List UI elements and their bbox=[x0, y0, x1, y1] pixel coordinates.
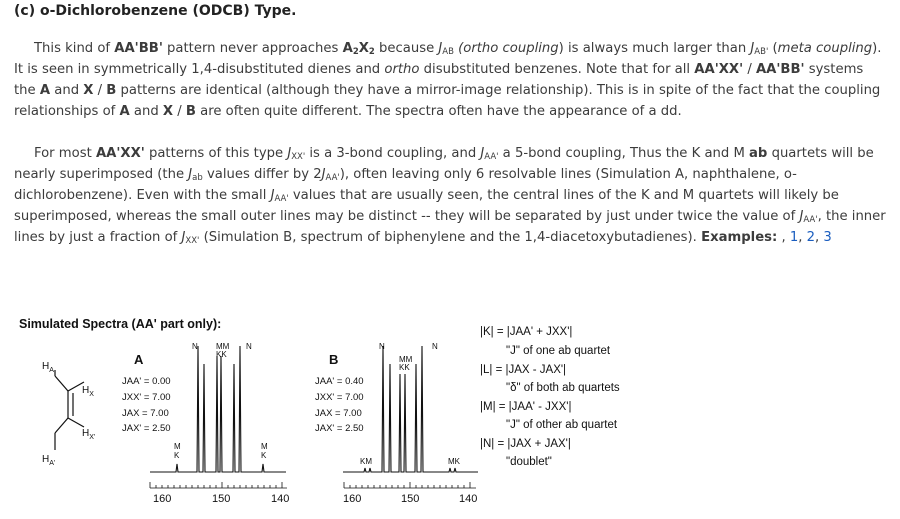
peak-label: M bbox=[174, 442, 181, 451]
text-run: AA' bbox=[325, 173, 340, 183]
simulated-spectra-figure bbox=[0, 300, 900, 519]
hx-label: $H_X$ bbox=[82, 385, 94, 398]
text-run: For most bbox=[34, 146, 96, 161]
text-run: / bbox=[173, 104, 186, 119]
example-link[interactable]: 2 bbox=[806, 230, 816, 245]
peak-label: K bbox=[261, 451, 267, 460]
text-run: X bbox=[358, 41, 369, 56]
text-run: ab bbox=[192, 173, 203, 183]
text-run: J bbox=[287, 146, 292, 161]
text-run: This kind of bbox=[34, 41, 115, 56]
text-run: J bbox=[438, 41, 443, 56]
section-heading: (c) o-Dichlorobenzene (ODCB) Type. bbox=[14, 3, 297, 19]
text-run bbox=[291, 146, 305, 161]
text-run: , bbox=[815, 230, 824, 245]
legend-equation: |L| = |JAX - JAX'| bbox=[480, 364, 567, 376]
text-run bbox=[754, 41, 768, 56]
spectrum-a-label: A bbox=[134, 352, 144, 367]
spectrum-b-peak-labels bbox=[360, 342, 461, 466]
coupling-legend bbox=[480, 326, 620, 468]
spectrum-a-param: JXX' = 7.00 bbox=[122, 392, 171, 403]
text-run: J bbox=[480, 146, 485, 161]
spectrum-a-param: JAX = 7.00 bbox=[122, 408, 169, 419]
tick-label: 140 bbox=[459, 493, 478, 505]
text-run: values that are usually seen, the central lines of the K and M quartets will likely be superimposed, whereas the small outer lines may be distinct -- they will be separated by just under twice the value of bbox=[14, 188, 839, 224]
diene-structure bbox=[55, 370, 84, 450]
legend-description: "δ" of both ab quartets bbox=[506, 382, 620, 394]
spectrum-b-param: JXX' = 7.00 bbox=[315, 392, 364, 403]
text-run bbox=[274, 188, 288, 203]
legend-equation: |N| = |JAX + JAX'| bbox=[480, 438, 571, 450]
hx-prime-label: $H_{X'}$ bbox=[82, 428, 96, 441]
peak-label: N bbox=[246, 342, 252, 351]
legend-description: "doublet" bbox=[506, 456, 552, 468]
text-run: B bbox=[106, 83, 117, 98]
text-run: systems the bbox=[14, 62, 864, 98]
text-run: and bbox=[129, 104, 163, 119]
text-run: ), often leaving only 6 resolvable lines (Simulation A, naphthalene, o-dichlorobenzene). Even with the small bbox=[14, 167, 797, 203]
text-run: XX' bbox=[291, 152, 306, 162]
text-run: a 5-bond coupling, Thus the K and M bbox=[498, 146, 750, 161]
text-run: is a 3-bond coupling, and bbox=[305, 146, 481, 161]
text-run: meta coupling bbox=[777, 41, 873, 56]
text-run: disubstituted benzenes. Note that for all bbox=[419, 62, 695, 77]
peak-label: N bbox=[192, 342, 198, 351]
text-run bbox=[803, 209, 817, 224]
text-run bbox=[326, 167, 340, 182]
text-run: , bbox=[777, 230, 790, 245]
tick-label: 150 bbox=[401, 493, 420, 505]
text-run bbox=[192, 167, 203, 182]
text-run: pattern never approaches bbox=[162, 41, 343, 56]
text-run: AA' bbox=[484, 152, 499, 162]
spectrum-a-param: JAA' = 0.00 bbox=[122, 376, 171, 387]
spectrum-a-ticks bbox=[153, 493, 289, 505]
text-run: / bbox=[93, 83, 107, 98]
text-run: Examples: bbox=[701, 230, 778, 245]
peak-label: KK bbox=[216, 350, 227, 359]
text-run: X bbox=[83, 83, 94, 98]
paragraph-1 bbox=[14, 38, 886, 122]
peak-label: M bbox=[261, 442, 268, 451]
ha-label: $H_A$ bbox=[42, 361, 54, 374]
text-run: and bbox=[50, 83, 84, 98]
text-run: AA'BB' bbox=[755, 62, 805, 77]
text-run: XX' bbox=[185, 236, 200, 246]
text-run: AA'XX' bbox=[95, 146, 145, 161]
legend-equation: |M| = |JAA' - JXX'| bbox=[480, 401, 572, 413]
figure-title: Simulated Spectra (AA' part only): bbox=[19, 317, 222, 331]
text-run: , bbox=[798, 230, 807, 245]
tick-label: 160 bbox=[153, 493, 172, 505]
text-run: J bbox=[799, 209, 804, 224]
text-run: A bbox=[39, 83, 51, 98]
text-run: J bbox=[750, 41, 755, 56]
text-run: J bbox=[188, 167, 193, 182]
text-run: ( bbox=[453, 41, 464, 56]
spectrum-b-ticks bbox=[343, 493, 477, 505]
example-link[interactable]: 1 bbox=[789, 230, 799, 245]
text-run: because bbox=[374, 41, 439, 56]
text-run: (Simulation B, spectrum of biphenylene and the 1,4-diacetoxybutadienes). bbox=[199, 230, 702, 245]
text-run: patterns of this type bbox=[144, 146, 288, 161]
paragraph-1-body bbox=[14, 41, 881, 119]
text-run: , the inner lines by just a fraction of bbox=[14, 209, 886, 245]
text-run: AA' bbox=[274, 194, 289, 204]
spectrum-b-parameters bbox=[315, 376, 364, 434]
spectrum-b-axis bbox=[344, 482, 476, 488]
text-run: ). It is seen in symmetrically 1,4-disubstituted dienes and bbox=[14, 41, 882, 77]
tick-label: 150 bbox=[212, 493, 231, 505]
text-run: quartets will be nearly superimposed (the bbox=[14, 146, 874, 182]
text-run: 2 bbox=[352, 47, 359, 57]
text-run: X bbox=[162, 104, 174, 119]
legend-equation: |K| = |JAA' + JXX'| bbox=[480, 326, 573, 338]
text-run: AA' bbox=[803, 215, 818, 225]
peak-label: MM bbox=[216, 342, 230, 351]
legend-description: "J" of other ab quartet bbox=[506, 419, 618, 431]
ha-prime-label: $H_{A'}$ bbox=[42, 454, 56, 467]
peak-label: K bbox=[174, 451, 180, 460]
peak-label: MM bbox=[399, 355, 413, 364]
example-link[interactable]: 3 bbox=[823, 230, 832, 245]
text-run: AB' bbox=[754, 47, 769, 57]
text-run: / bbox=[743, 62, 756, 77]
text-run: ab bbox=[749, 146, 768, 161]
text-run: values differ by 2 bbox=[202, 167, 322, 182]
text-run: ) is always much larger than bbox=[558, 41, 751, 56]
text-run bbox=[185, 230, 199, 245]
peak-label: KM bbox=[360, 457, 372, 466]
text-run: ortho coupling bbox=[463, 41, 559, 56]
text-run: ortho bbox=[384, 62, 420, 77]
spectrum-b-param: JAX' = 2.50 bbox=[315, 423, 364, 434]
spectrum-b-label: B bbox=[329, 352, 339, 367]
peak-label: MK bbox=[448, 457, 460, 466]
text-run: are often quite different. The spectra often have the appearance of a dd. bbox=[195, 104, 682, 119]
peak-label: KK bbox=[399, 363, 410, 372]
text-run: ( bbox=[768, 41, 778, 56]
text-run: 2 bbox=[368, 47, 375, 57]
text-run: AA'XX' bbox=[694, 62, 744, 77]
legend-description: "J" of one ab quartet bbox=[506, 345, 611, 357]
peak-label: N bbox=[432, 342, 438, 351]
text-run: AB bbox=[442, 47, 454, 57]
spectrum-b-param: JAA' = 0.40 bbox=[315, 376, 364, 387]
peak-label: N bbox=[379, 342, 385, 351]
paragraph-2 bbox=[14, 143, 886, 248]
text-run: B bbox=[185, 104, 196, 119]
text-run bbox=[484, 146, 498, 161]
text-run: A bbox=[119, 104, 130, 119]
tick-label: 160 bbox=[343, 493, 362, 505]
text-run: patterns are identical (although they have a mirror-image relationship). This is in spite of the fact that the coupling relationships of bbox=[14, 83, 881, 119]
spectrum-b-trace bbox=[343, 346, 478, 472]
text-run bbox=[442, 41, 454, 56]
spectrum-a-parameters bbox=[122, 376, 171, 434]
paragraph-2-body bbox=[14, 146, 886, 245]
spectrum-a-axis bbox=[150, 482, 287, 488]
text-run: J bbox=[181, 230, 186, 245]
tick-label: 140 bbox=[271, 493, 290, 505]
spectrum-a-param: JAX' = 2.50 bbox=[122, 423, 171, 434]
text-run: J bbox=[321, 167, 326, 182]
text-run: A bbox=[342, 41, 353, 56]
text-run: J bbox=[270, 188, 275, 203]
spectrum-b-param: JAX = 7.00 bbox=[315, 408, 362, 419]
text-run: AA'BB' bbox=[114, 41, 163, 56]
